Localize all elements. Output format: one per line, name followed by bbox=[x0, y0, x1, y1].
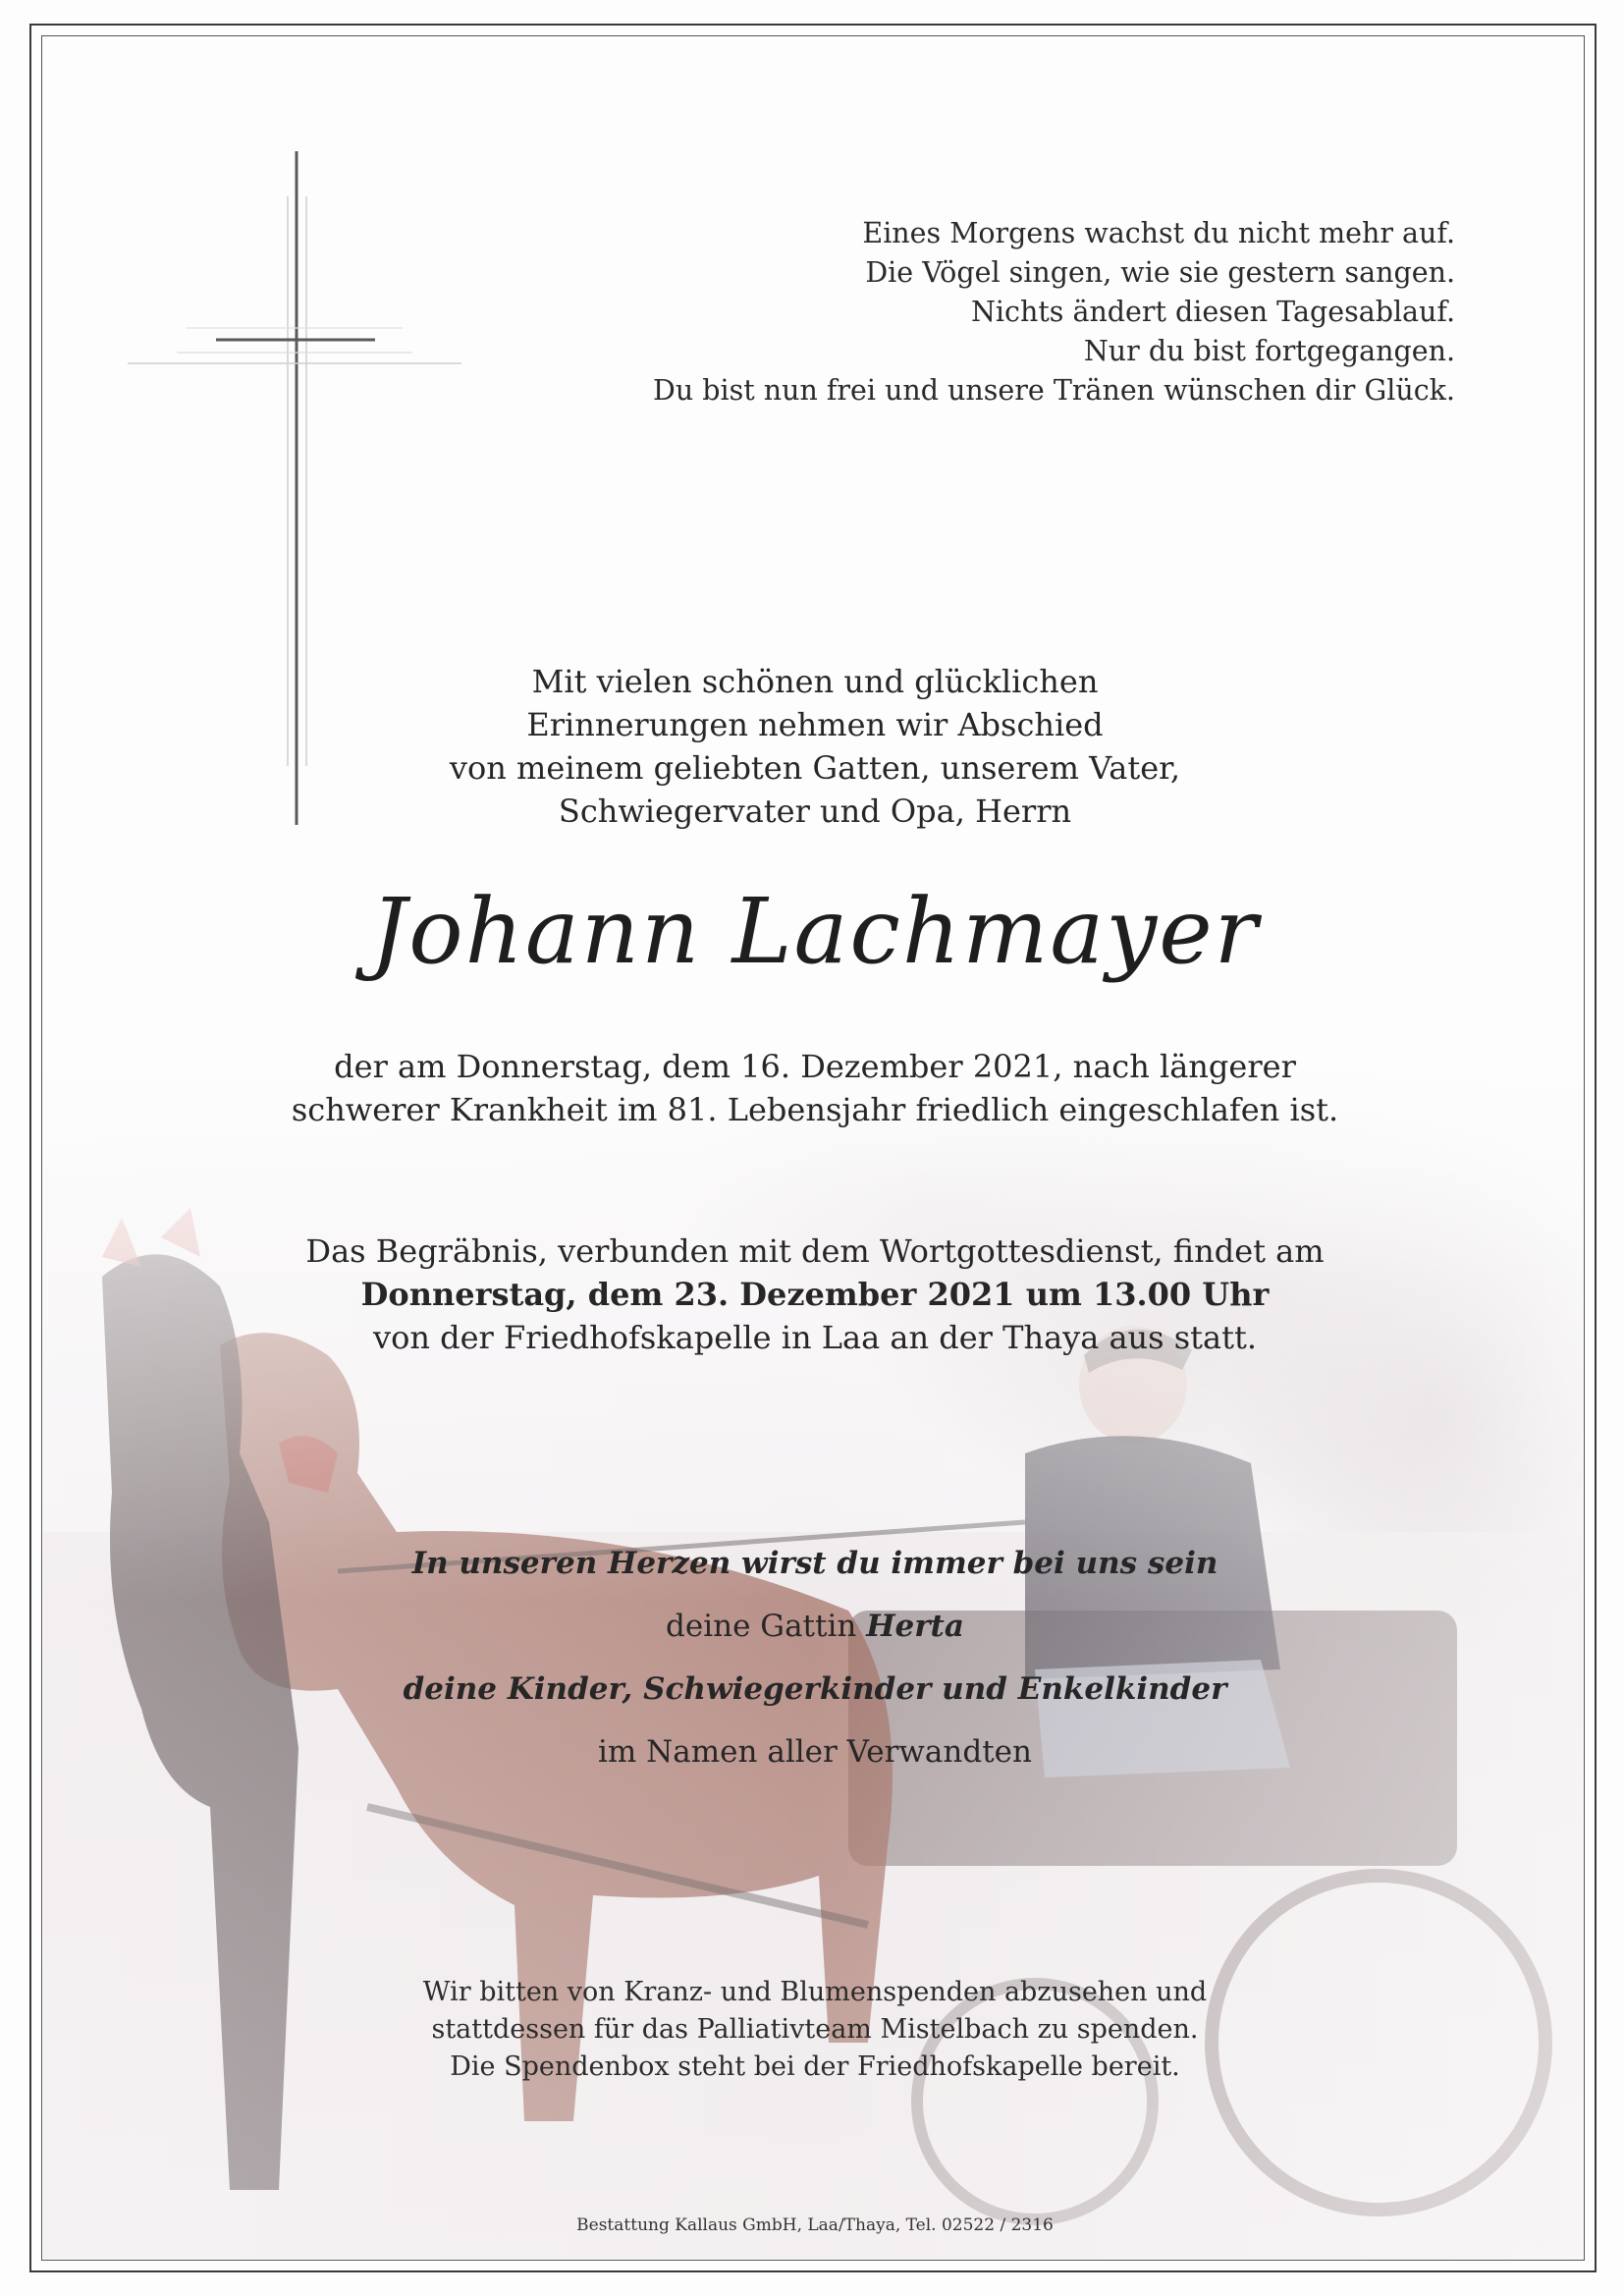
intro-line: Erinnerungen nehmen wir Abschied bbox=[526, 706, 1104, 743]
family-motto: In unseren Herzen wirst du immer bei uns sein bbox=[411, 1546, 1218, 1581]
funeral-home-footer: Bestattung Kallaus GmbH, Laa/Thaya, Tel. 02522 / 2316 bbox=[576, 2215, 1054, 2235]
spouse-line bbox=[236, 1595, 1394, 1658]
deceased-name bbox=[236, 854, 1394, 1021]
intro-line: Mit vielen schönen und glücklichen bbox=[531, 663, 1099, 700]
death-line: der am Donnerstag, dem 16. Dezember 2021, nach längerer bbox=[334, 1048, 1296, 1085]
poem-block bbox=[653, 214, 1455, 410]
relatives-line: im Namen aller Verwandten bbox=[598, 1734, 1032, 1770]
donation-line: Wir bitten von Kranz- und Blumenspenden abzusehen und bbox=[422, 1977, 1208, 2007]
deceased-name-text: Johann Lachmayer bbox=[370, 879, 1260, 984]
poem-line: Nur du bist fortgegangen. bbox=[1083, 335, 1455, 367]
children-line: deine Kinder, Schwiegerkinder und Enkelkinder bbox=[403, 1671, 1227, 1707]
poem-line: Die Vögel singen, wie sie gestern sangen. bbox=[865, 256, 1455, 289]
donation-line: Die Spendenbox steht bei der Friedhofskapelle bereit. bbox=[450, 2051, 1180, 2082]
poem-line: Eines Morgens wachst du nicht mehr auf. bbox=[862, 217, 1455, 249]
spouse-name: Herta bbox=[866, 1609, 964, 1644]
donation-notice bbox=[236, 1974, 1394, 2086]
death-line: schwerer Krankheit im 81. Lebensjahr friedlich eingeschlafen ist. bbox=[291, 1091, 1339, 1128]
farewell-intro bbox=[324, 660, 1306, 833]
donation-line: stattdessen für das Palliativteam Mistelbach zu spenden. bbox=[431, 2014, 1199, 2045]
poem-line: Nichts ändert diesen Tagesablauf. bbox=[970, 296, 1455, 328]
family-signatures bbox=[236, 1532, 1394, 1783]
intro-line: Schwiegervater und Opa, Herrn bbox=[558, 793, 1072, 830]
spouse-prefix: deine Gattin bbox=[666, 1609, 867, 1644]
funeral-info bbox=[236, 1230, 1394, 1359]
intro-line: von meinem geliebten Gatten, unserem Vater, bbox=[449, 749, 1181, 787]
funeral-line: Das Begräbnis, verbunden mit dem Wortgottesdienst, findet am bbox=[305, 1232, 1325, 1270]
funeral-location: von der Friedhofskapelle in Laa an der Thaya aus statt. bbox=[372, 1319, 1257, 1356]
poem-line: Du bist nun frei und unsere Tränen wünschen dir Glück. bbox=[652, 374, 1455, 407]
death-notice bbox=[236, 1045, 1394, 1131]
funeral-date-time: Donnerstag, dem 23. Dezember 2021 um 13.00 Uhr bbox=[360, 1276, 1270, 1313]
